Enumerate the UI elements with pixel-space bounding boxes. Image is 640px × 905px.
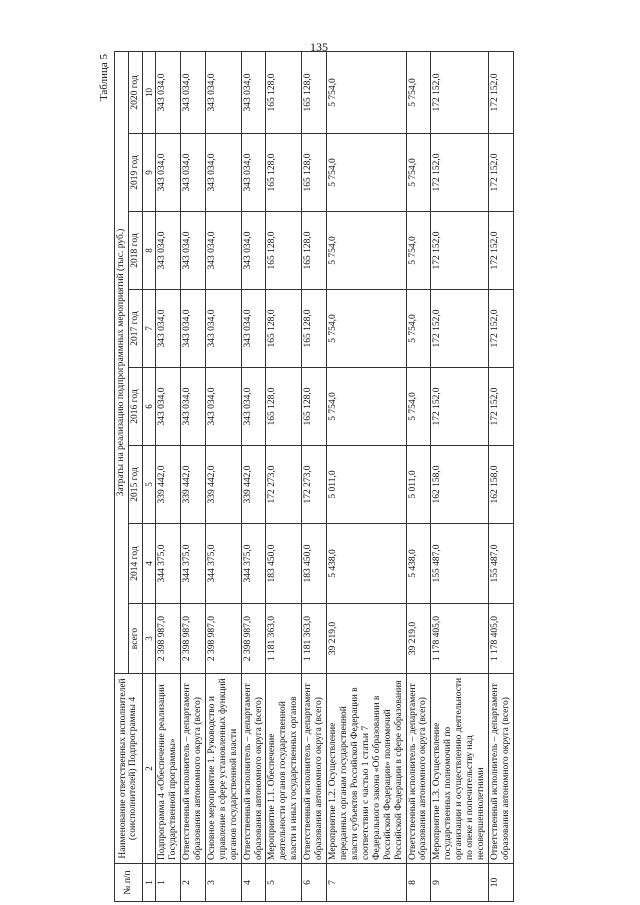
- cell-year-value: 162 158,0: [489, 446, 514, 524]
- row-name: Ответственный исполнитель – департамент образования автономного округа (всего): [489, 674, 514, 864]
- cell-year-value: 155 487,0: [431, 524, 489, 604]
- cell-year-value: 172 152,0: [489, 290, 514, 368]
- column-number: 8: [142, 212, 155, 290]
- cell-year-value: 343 034,0: [156, 290, 181, 368]
- cell-year-value: 172 273,0: [302, 446, 327, 524]
- column-number: 2: [142, 674, 155, 864]
- row-number: 1: [156, 864, 181, 902]
- column-number: 9: [142, 134, 155, 212]
- cell-year-value: 343 034,0: [181, 368, 206, 446]
- cell-year-value: 183 450,0: [266, 524, 302, 604]
- cell-year-value: 172 273,0: [266, 446, 302, 524]
- table-row: [156, 51, 181, 901]
- cell-year-value: 344 375,0: [181, 524, 206, 604]
- cell-year-value: 343 034,0: [181, 290, 206, 368]
- page-number: 135: [310, 40, 328, 54]
- header-row-1: [115, 51, 129, 901]
- table-row: [181, 51, 206, 901]
- cell-year-value: 339 442,0: [205, 446, 241, 524]
- cell-year-value: 5 754,0: [406, 212, 431, 290]
- cell-year-value: 344 375,0: [241, 524, 266, 604]
- table-row: [241, 51, 266, 901]
- row-name: Мероприятие 1.2. Осуществление переданных органам государственной власти субъектов Российской Федерации в соответствии с частью 1 статьи 7 Федерального закона «Об образовании в Российской Федерации» полномочий Российской Федерации в сфере образования: [327, 674, 406, 864]
- table-row: [266, 51, 302, 901]
- header-name: Наименование ответственных исполнителей (соисполнителей) Подпрограммы 4: [115, 674, 143, 864]
- column-number: 6: [142, 368, 155, 446]
- cell-year-value: 172 152,0: [489, 134, 514, 212]
- header-year: 2020 год: [128, 51, 142, 133]
- row-number: 2: [181, 864, 206, 902]
- table-row: [205, 51, 241, 901]
- cell-year-value: 5 011,0: [327, 446, 406, 524]
- cell-year-value: 165 128,0: [302, 368, 327, 446]
- cell-year-value: 343 034,0: [241, 134, 266, 212]
- row-name: Подпрограмма 4 «Обеспечение реализации Государственной программы»: [156, 674, 181, 864]
- header-year: 2018 год: [128, 212, 142, 290]
- row-name: Ответственный исполнитель – департамент образования автономного округа (всего): [181, 674, 206, 864]
- header-num: № п/п: [115, 864, 143, 902]
- row-name: Основное мероприятие 1. Руководство и управление в сфере установленных функций органов государственной власти: [205, 674, 241, 864]
- cell-year-value: 344 375,0: [156, 524, 181, 604]
- cell-year-value: 172 152,0: [431, 134, 489, 212]
- cell-year-value: 5 754,0: [327, 51, 406, 133]
- header-year: 2016 год: [128, 368, 142, 446]
- column-number: 3: [142, 604, 155, 674]
- cell-year-value: 343 034,0: [156, 212, 181, 290]
- cell-total: 1 181 363,0: [266, 604, 302, 674]
- row-number: 5: [266, 864, 302, 902]
- cell-year-value: 165 128,0: [266, 134, 302, 212]
- row-number: 8: [406, 864, 431, 902]
- row-number: 3: [205, 864, 241, 902]
- cell-year-value: 162 158,0: [431, 446, 489, 524]
- row-name: Мероприятие 1.3. Осуществление государственных полномочий по организации и осуществлению деятельности по опеке и попечительству над несовершеннолетними: [431, 674, 489, 864]
- header-year: 2014 год: [128, 524, 142, 604]
- cell-year-value: 5 754,0: [406, 134, 431, 212]
- header-costs-group: Затраты на реализацию подпрограммных мероприятий (тыс. руб.): [115, 51, 129, 673]
- cell-year-value: 339 442,0: [241, 446, 266, 524]
- cell-year-value: 5 438,0: [406, 524, 431, 604]
- cell-total: 39 219,0: [406, 604, 431, 674]
- header-year: 2015 год: [128, 446, 142, 524]
- cell-year-value: 343 034,0: [241, 51, 266, 133]
- table-body: [156, 51, 514, 901]
- cell-year-value: 343 034,0: [156, 51, 181, 133]
- column-number: 4: [142, 524, 155, 604]
- cell-year-value: 5 754,0: [406, 368, 431, 446]
- cell-year-value: 343 034,0: [205, 51, 241, 133]
- cell-year-value: 165 128,0: [302, 51, 327, 133]
- cell-year-value: 343 034,0: [156, 368, 181, 446]
- cell-total: 2 398 987,0: [181, 604, 206, 674]
- cell-year-value: 343 034,0: [181, 51, 206, 133]
- cell-total: 2 398 987,0: [205, 604, 241, 674]
- cell-year-value: 165 128,0: [266, 368, 302, 446]
- row-name: Ответственный исполнитель – департамент образования автономного округа (всего): [302, 674, 327, 864]
- row-number: 6: [302, 864, 327, 902]
- header-year: 2017 год: [128, 290, 142, 368]
- cell-year-value: 5 754,0: [327, 368, 406, 446]
- cell-year-value: 343 034,0: [241, 368, 266, 446]
- cell-year-value: 343 034,0: [181, 134, 206, 212]
- cell-year-value: 165 128,0: [266, 212, 302, 290]
- cell-year-value: 339 442,0: [181, 446, 206, 524]
- cell-year-value: 5 011,0: [406, 446, 431, 524]
- cell-year-value: 165 128,0: [266, 290, 302, 368]
- cell-year-value: 165 128,0: [302, 290, 327, 368]
- cell-year-value: 343 034,0: [205, 290, 241, 368]
- cell-year-value: 5 754,0: [406, 51, 431, 133]
- table-row: [327, 51, 406, 901]
- cell-year-value: 343 034,0: [205, 368, 241, 446]
- cell-year-value: 172 152,0: [431, 368, 489, 446]
- cell-year-value: 172 152,0: [489, 51, 514, 133]
- cell-year-value: 172 152,0: [431, 290, 489, 368]
- cell-year-value: 343 034,0: [241, 290, 266, 368]
- cell-year-value: 344 375,0: [205, 524, 241, 604]
- row-number: 9: [431, 864, 489, 902]
- row-name: Ответственный исполнитель – департамент образования автономного округа (всего): [406, 674, 431, 864]
- cell-year-value: 172 152,0: [431, 212, 489, 290]
- table-row: [431, 51, 489, 901]
- column-number-row: [142, 51, 155, 901]
- cell-year-value: 165 128,0: [302, 134, 327, 212]
- cell-total: 1 178 405,0: [431, 604, 489, 674]
- cell-year-value: 5 754,0: [327, 212, 406, 290]
- cell-year-value: 343 034,0: [241, 212, 266, 290]
- costs-table: [114, 51, 514, 902]
- cell-year-value: 172 152,0: [431, 51, 489, 133]
- cell-year-value: 339 442,0: [156, 446, 181, 524]
- table-container: [96, 52, 556, 902]
- row-name: Ответственный исполнитель – департамент образования автономного округа (всего): [241, 674, 266, 864]
- cell-year-value: 343 034,0: [205, 212, 241, 290]
- cell-year-value: 343 034,0: [205, 134, 241, 212]
- column-number: 5: [142, 446, 155, 524]
- column-number: 10: [142, 51, 155, 133]
- row-number: 7: [327, 864, 406, 902]
- cell-year-value: 5 754,0: [327, 134, 406, 212]
- cell-total: 1 178 405,0: [489, 604, 514, 674]
- table-row: [302, 51, 327, 901]
- cell-year-value: 343 034,0: [156, 134, 181, 212]
- column-number: 7: [142, 290, 155, 368]
- row-number: 10: [489, 864, 514, 902]
- header-year: 2019 год: [128, 134, 142, 212]
- cell-year-value: 165 128,0: [302, 212, 327, 290]
- table-caption: Таблица 5: [98, 54, 110, 102]
- cell-total: 2 398 987,0: [156, 604, 181, 674]
- cell-year-value: 5 438,0: [327, 524, 406, 604]
- cell-total: 39 219,0: [327, 604, 406, 674]
- cell-year-value: 172 152,0: [489, 368, 514, 446]
- row-number: 4: [241, 864, 266, 902]
- cell-total: 2 398 987,0: [241, 604, 266, 674]
- cell-total: 1 181 363,0: [302, 604, 327, 674]
- table-row: [489, 51, 514, 901]
- row-name: Мероприятие 1.1. Обеспечение деятельности органов государственной власти и иных государственных органов: [266, 674, 302, 864]
- cell-year-value: 343 034,0: [181, 212, 206, 290]
- header-total: всего: [128, 604, 142, 674]
- cell-year-value: 172 152,0: [489, 212, 514, 290]
- column-number: 1: [142, 864, 155, 902]
- table-row: [406, 51, 431, 901]
- cell-year-value: 155 487,0: [489, 524, 514, 604]
- cell-year-value: 5 754,0: [327, 290, 406, 368]
- cell-year-value: 165 128,0: [266, 51, 302, 133]
- cell-year-value: 5 754,0: [406, 290, 431, 368]
- cell-year-value: 183 450,0: [302, 524, 327, 604]
